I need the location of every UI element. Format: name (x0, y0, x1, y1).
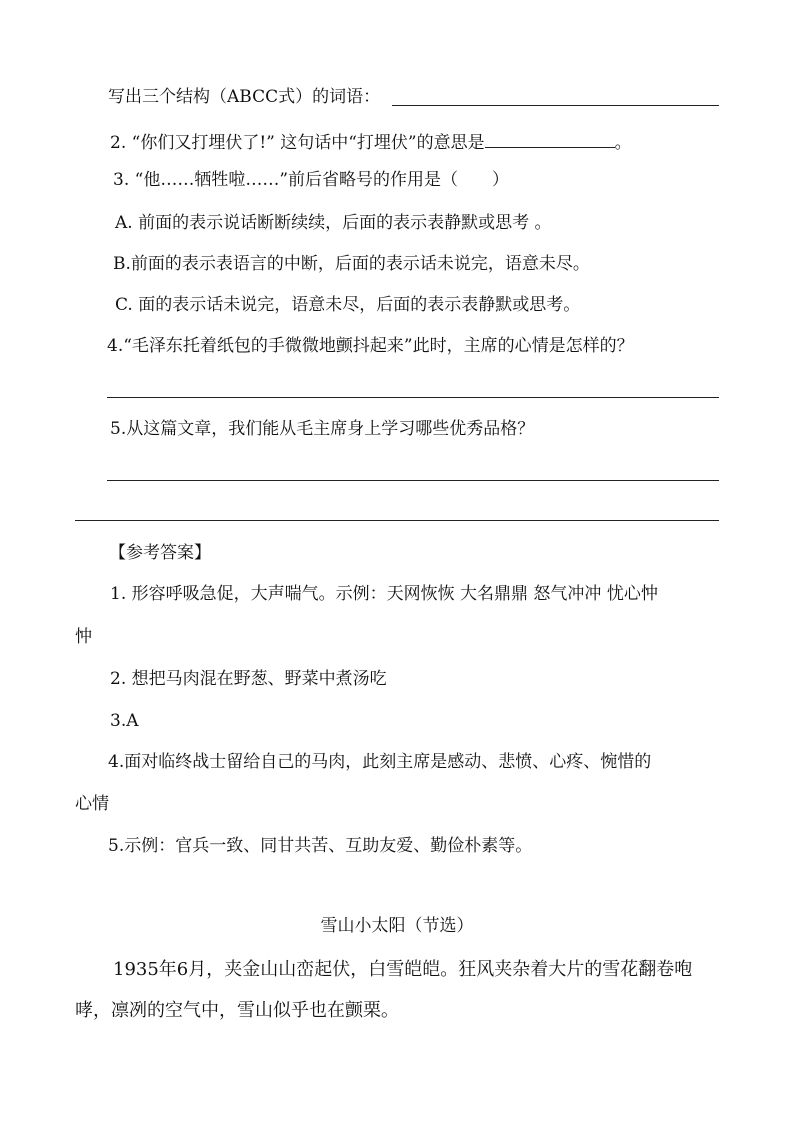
answer-5: 5.示例：官兵一致、同甘共苦、互助友爱、勤俭朴素等。 (108, 836, 533, 856)
answers-header: 【参考答案】 (109, 543, 211, 563)
question-3-option-b: B.前面的表示表语言的中断，后面的表示话未说完，语意未尽。 (113, 254, 590, 274)
question-3-option-a: A. 前面的表示说话断断续续，后面的表示表静默或思考 。 (115, 213, 552, 233)
passage-title: 雪山小太阳（节选） (320, 916, 474, 936)
answer-2: 2. 想把马肉混在野葱、野菜中煮汤吃 (110, 669, 387, 689)
question-4: 4.“毛泽东托着纸包的手微微地颤抖起来”此时，主席的心情是怎样的？ (107, 336, 634, 356)
question-2-suffix: 。 (614, 133, 632, 153)
question-5: 5.从这篇文章，我们能从毛主席身上学习哪些优秀品格？ (110, 419, 535, 439)
question-3: 3. “他……牺牲啦……”前后省略号的作用是（ ） (113, 170, 510, 190)
question-3-option-c: C. 面的表示话未说完，语意未尽，后面的表示表静默或思考。 (115, 295, 581, 315)
answer-4-line-1: 4.面对临终战士留给自己的马肉，此刻主席是感动、悲愤、心疼、惋惜的 (108, 752, 652, 772)
section-divider (75, 520, 719, 521)
question-2-text: 2. “你们又打埋伏了!” 这句话中“打埋伏”的意思是 (110, 133, 485, 153)
question-1-tail (108, 89, 380, 106)
answer-3: 3.A (110, 711, 139, 731)
answer-blank-q1[interactable] (392, 105, 719, 106)
passage-line-2: 哮，凛冽的空气中，雪山似乎也在颤栗。 (75, 1000, 399, 1021)
answer-1-line-2: 忡 (75, 627, 92, 647)
answer-line-q5[interactable] (107, 480, 719, 481)
answer-blank-q2[interactable] (485, 131, 615, 148)
question-2 (110, 131, 632, 152)
answer-1-line-1: 1. 形容呼吸急促，大声喘气。示例：天网恢恢 大名鼎鼎 怒气冲冲 忧心忡 (110, 584, 658, 604)
answer-line-q4[interactable] (107, 397, 719, 398)
question-1-text: 写出三个结构（ABCC式）的词语： (108, 87, 381, 107)
passage-line-1: 1935年6月，夹金山山峦起伏，白雪皑皑。狂风夹杂着大片的雪花翻卷咆 (113, 959, 693, 980)
answer-4-line-2: 心情 (75, 794, 109, 814)
